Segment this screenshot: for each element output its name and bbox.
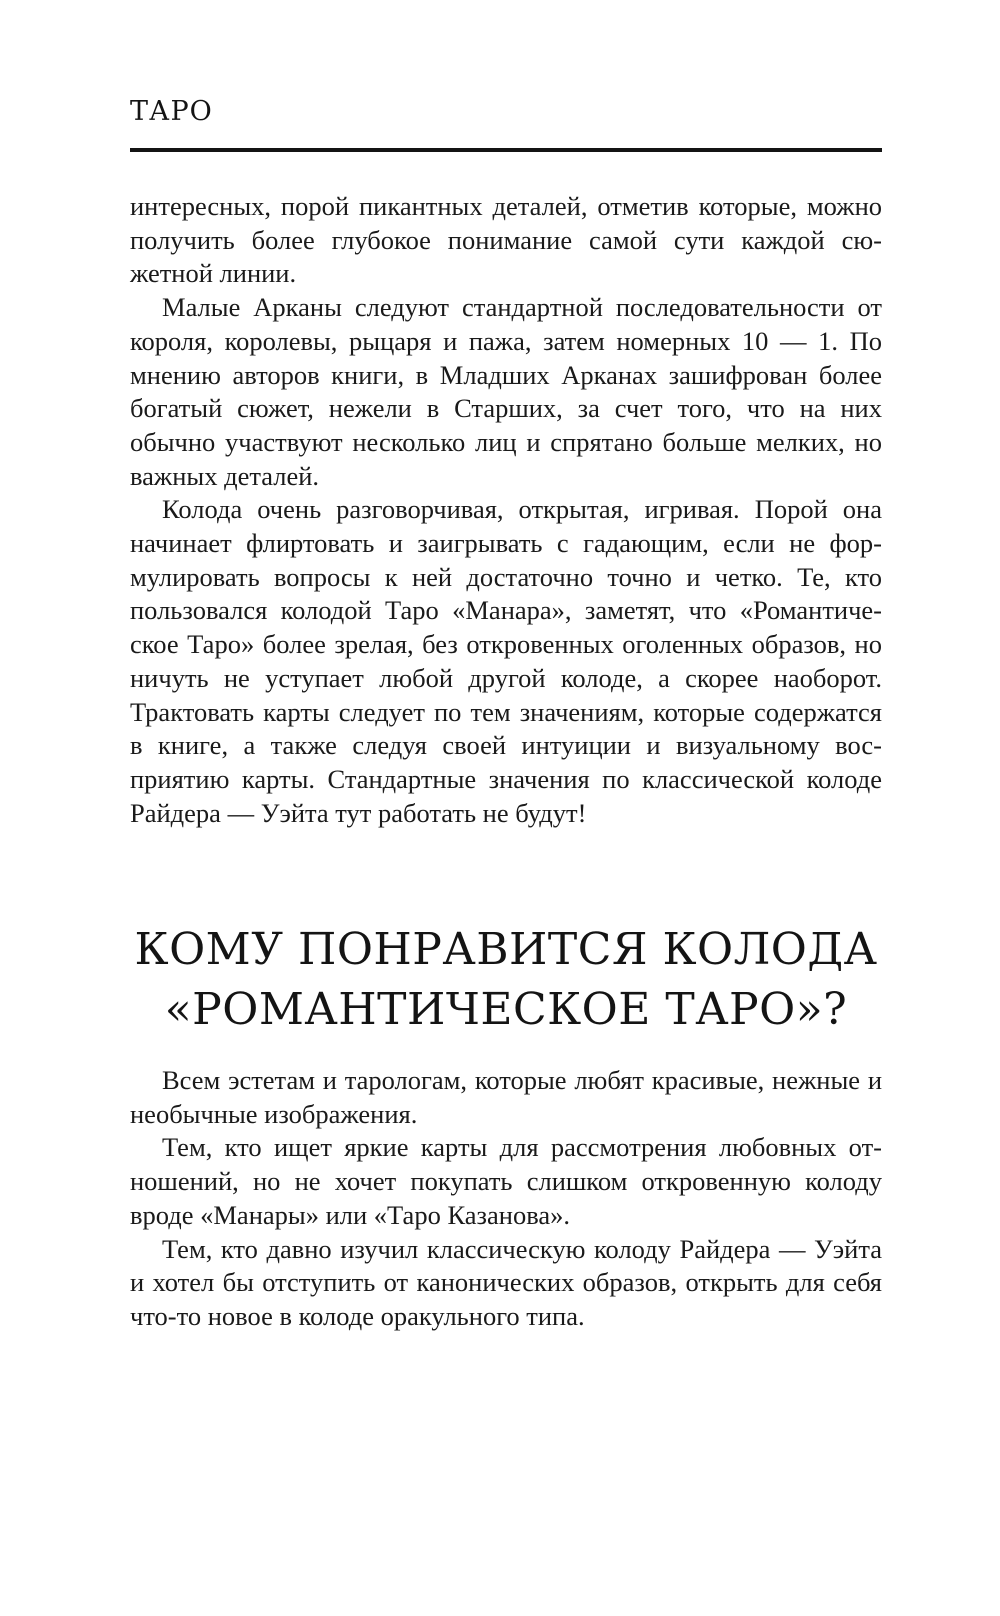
paragraph: Тем, кто давно изучил классическую колоду Райдера — Уэйта и хотел бы отступить от канонических образов, открыть для себя что-то новое в колоде оракульного типа. (130, 1233, 882, 1331)
paragraph: Всем эстетам и тарологам, которые любят красивые, нежные и необычные изображения. (130, 1065, 882, 1129)
paragraph: Малые Арканы следуют стандартной последовательности от короля, королевы, рыцаря и пажа, затем номерных 10 — 1. По мнению авторов книги, в Младших Арканах зашифрован более богатый сюжет, нежели в Старших, за счет того, что на них обычно участвуют несколько лиц и спрятано больше мелких, но важных деталей. (130, 292, 882, 491)
section-heading-line: КОМУ ПОНРАВИТСЯ КОЛОДА (134, 924, 878, 975)
body-text-section-one (130, 190, 882, 830)
paragraph: Колода очень разговорчивая, открытая, игривая. Порой она начинает флиртовать и заигрывать с гадающим, если не формулировать вопросы к ней достаточно точно и четко. Те, кто пользовался колодой Таро «Манара», заметят, что «Романтическое Таро» более зрелая, без откровенных оголенных образов, но ничуть не уступает любой другой колоде, а скорее наоборот. Трактовать карты следует по тем значениям, которые содержатся в книге, а также следуя своей интуиции и визуальному восприятию карты. Стандартные значения по классической колоде Райдера — Уэйта тут работать не будут! (130, 494, 882, 828)
section-heading-line: «РОМАНТИЧЕСКОЕ ТАРО»? (164, 984, 848, 1035)
paragraph: Тем, кто ищет яркие карты для рассмотрения любовных отношений, но не хочет покупать слишком откровенную колоду вроде «Манары» или «Таро Казанова». (130, 1132, 882, 1230)
body-text-section-two (130, 1064, 882, 1334)
section-heading (130, 920, 882, 1040)
running-head-title: ТАРО (130, 96, 213, 127)
paragraph: интересных, порой пикантных деталей, отметив которые, можно получить более глубокое понимание самой сути каждой сюжетной линии. (130, 191, 882, 289)
header-divider (130, 148, 882, 152)
